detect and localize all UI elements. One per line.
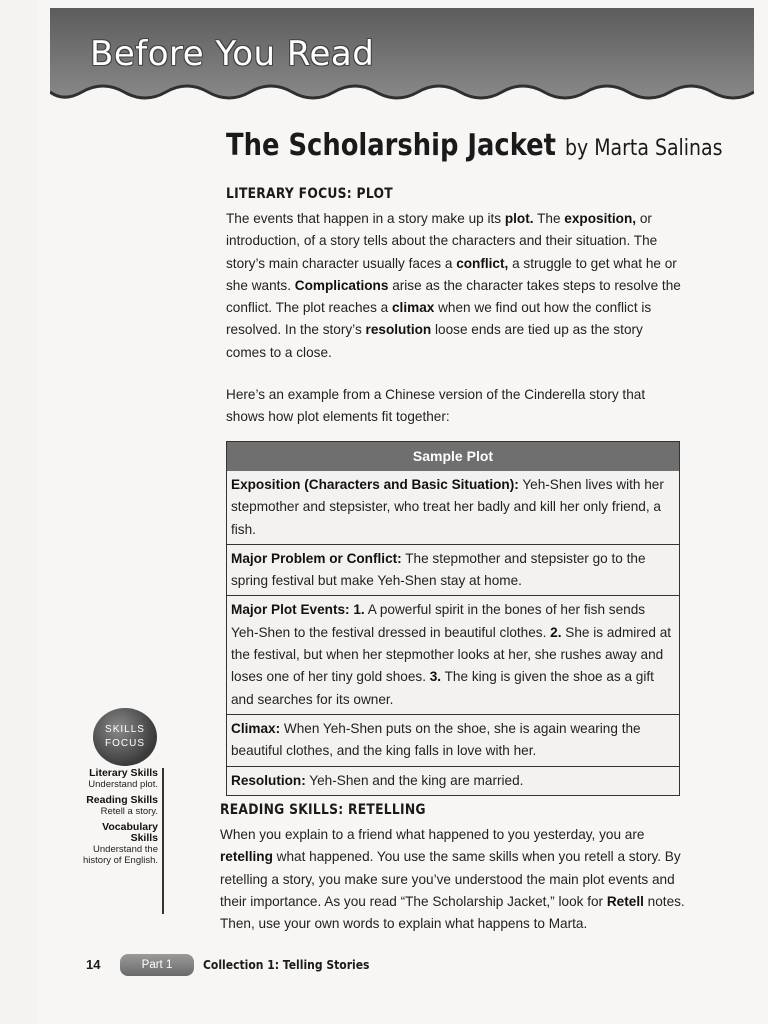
plot-row-major-events: Major Plot Events: 1. A powerful spirit in the bones of her fish sends Yeh-Shen to the festival dressed in beautiful clothes. 2. She is admired at the festival, but when her stepmother looks at her, she rushes away and loses one of her tiny gold shoes. 3. The king is given the shoe as a gift and searches for its owner. xyxy=(227,595,679,713)
collection-label: Collection 1: Telling Stories xyxy=(203,958,370,972)
plot-row-exposition: Exposition (Characters and Basic Situation): Yeh-Shen lives with her stepmother and stepsister, who treat her badly and kill her only friend, a fish. xyxy=(231,477,664,537)
skills-badge-line1: SKILLS xyxy=(105,724,145,735)
plot-row-climax: Climax: When Yeh-Shen puts on the shoe, she is again wearing the beautiful clothes, and the king falls in love with her. xyxy=(227,714,679,766)
literary-focus-paragraph: The events that happen in a story make up its plot. The exposition, or introduction, of a story tells about the characters and their situation. The story’s main character usually faces a conflict, a struggle to get what he or she wants. Complications arise as the character takes steps to resolve the conflict. The plot reaches a climax when we find out how the conflict is resolved. In the story’s resolution loose ends are tied up as the story comes to a close. xyxy=(226,211,681,360)
page-number: 14 xyxy=(86,957,101,972)
skill-literary: Literary Skills Understand plot. xyxy=(88,767,158,790)
plot-row-resolution: Resolution: Yeh-Shen and the king are married. xyxy=(227,766,679,795)
story-author: by Marta Salinas xyxy=(565,136,723,161)
reading-skills-paragraph: When you explain to a friend what happened to you yesterday, you are retelling what happened. You use the same skills when you retell a story. By retelling a story, you make sure you’ve understood the main plot events and their importance. As you read “The Scholarship Jacket,” look for Retell notes. Then, use your own words to explain what happens to Marta. xyxy=(220,827,685,932)
term-climax: climax xyxy=(392,300,435,316)
skills-badge-line2: FOCUS xyxy=(105,738,145,749)
literary-focus-heading: LITERARY FOCUS: PLOT xyxy=(226,186,393,202)
term-conflict: conflict, xyxy=(456,255,509,271)
header-banner xyxy=(50,8,754,106)
story-title-text: The Scholarship Jacket xyxy=(226,128,557,163)
term-exposition: exposition, xyxy=(564,211,637,226)
skill-vocabulary: Vocabulary Skills Understand the history of English. xyxy=(83,821,158,866)
part-tab: Part 1 xyxy=(120,954,194,976)
skill-reading: Reading Skills Retell a story. xyxy=(86,794,158,817)
term-plot: plot. xyxy=(504,211,534,226)
term-retell: Retell xyxy=(606,893,644,909)
intro-paragraph: Here’s an example from a Chinese version of the Cinderella story that shows how plot elements fit together: xyxy=(226,387,646,425)
plot-row-conflict: Major Problem or Conflict: The stepmother and stepsister go to the spring festival but make Yeh-Shen stay at home. xyxy=(227,544,679,596)
reading-skills-heading: READING SKILLS: RETELLING xyxy=(220,802,426,818)
term-complications: Complications xyxy=(294,277,389,293)
banner-title: Before You Read xyxy=(90,34,375,74)
sample-plot-header: Sample Plot xyxy=(227,442,679,471)
skills-sidebar xyxy=(78,768,164,914)
term-retelling: retelling xyxy=(220,849,273,865)
skills-focus-badge xyxy=(93,708,157,766)
sample-plot-table xyxy=(226,441,680,796)
term-resolution: resolution xyxy=(365,322,432,338)
story-title xyxy=(226,128,723,163)
